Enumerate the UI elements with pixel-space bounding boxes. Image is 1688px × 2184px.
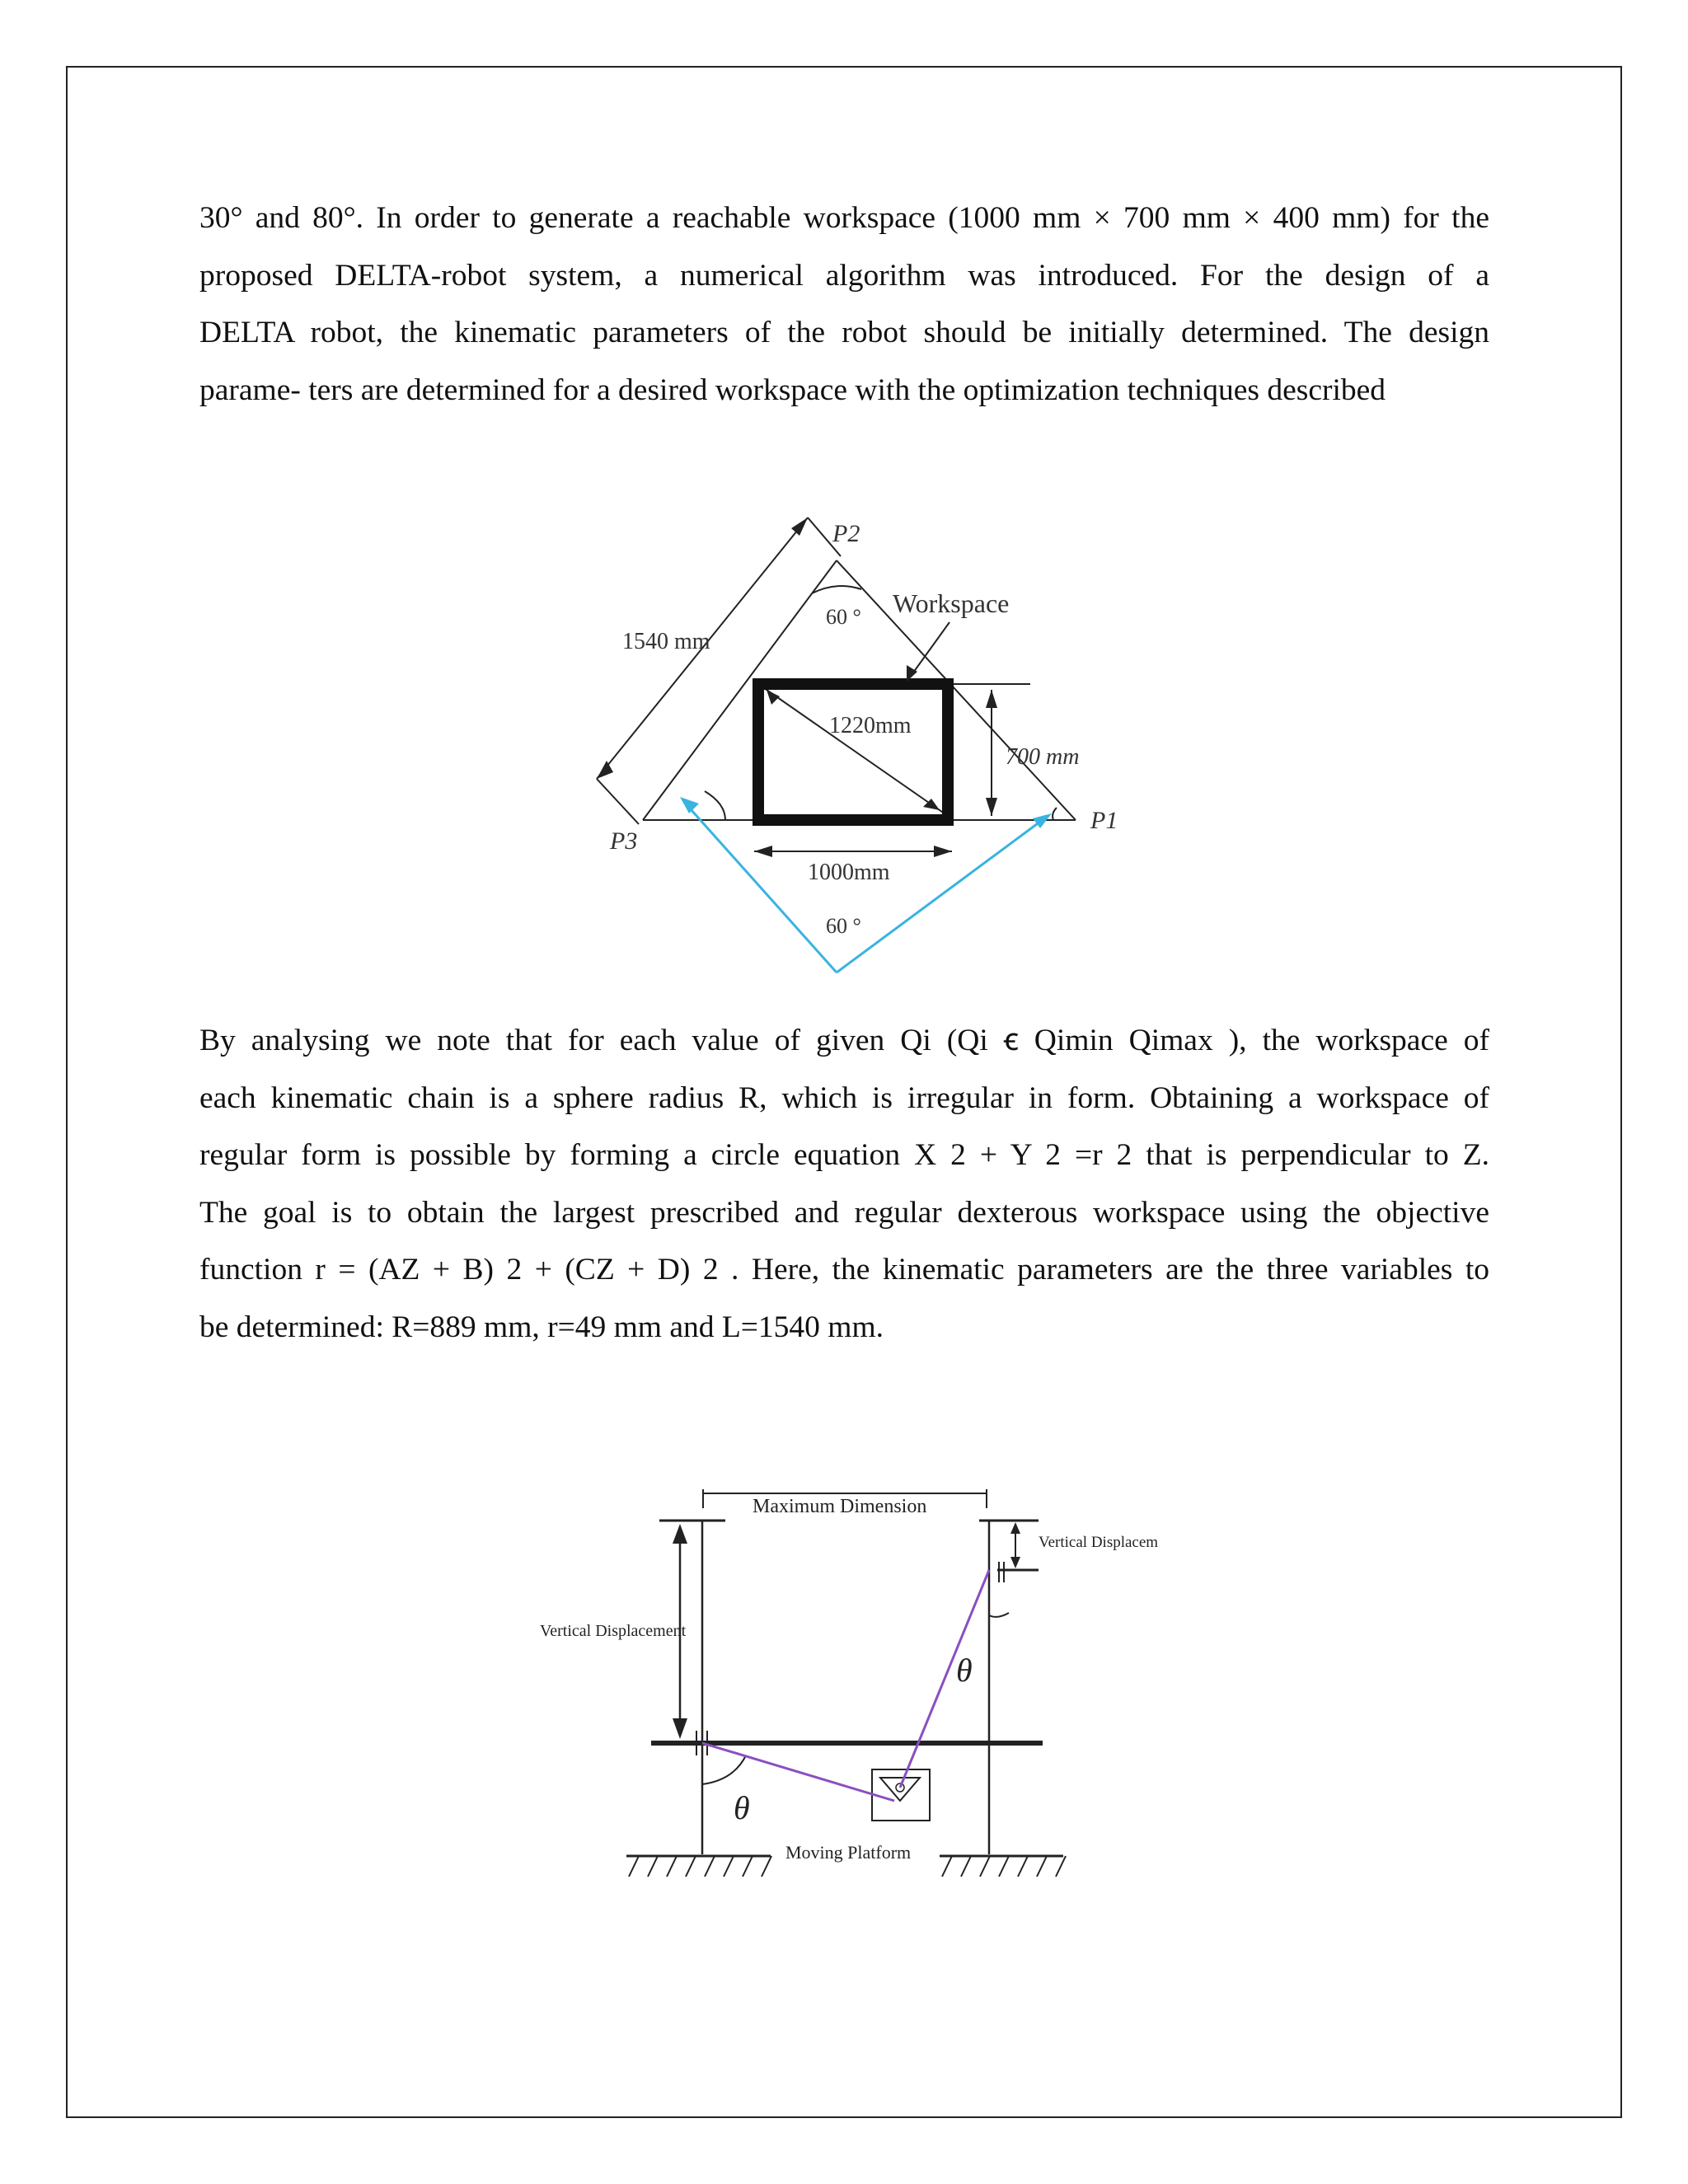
- arrowhead: [673, 1718, 687, 1739]
- label-max-dimension: Maximum Dimension: [753, 1496, 927, 1517]
- label-p2: P2: [832, 520, 860, 547]
- blue-link-left: [684, 802, 837, 972]
- angle-arc-left: [705, 791, 725, 820]
- arrowhead: [986, 690, 997, 708]
- label-p3: P3: [610, 827, 638, 855]
- arrowhead: [986, 798, 997, 816]
- text-line: function r = (AZ + B) 2 + (CZ + D) 2 . Here, the kinematic parameters are the three variables to: [199, 1253, 1489, 1286]
- text-line: DELTA robot, the kinematic parameters of the robot should be initially determined. The design: [199, 316, 1489, 349]
- arrowhead: [934, 846, 952, 857]
- label-theta-right: θ: [956, 1652, 973, 1689]
- text-line: parame- ters are determined for a desired workspace with the optimization techniques described: [199, 373, 1386, 407]
- vertical-displacement-figure: [528, 1471, 1170, 1883]
- blue-link-right: [837, 817, 1047, 972]
- theta-arc-right: [989, 1613, 1009, 1617]
- text-line: The goal is to obtain the largest prescribed and regular dexterous workspace using the objective: [199, 1195, 1489, 1230]
- text-line: By analysing we note that for each value of given Qi (Qi ꞓ Qimin Qimax ), the workspace of: [199, 1024, 1489, 1057]
- text-line: be determined: R=889 mm, r=49 mm and L=1540 mm.: [199, 1310, 884, 1344]
- workspace-triangle-figure: [577, 507, 1118, 977]
- label-vertical-right: Vertical Displacem: [1039, 1534, 1159, 1551]
- text-line: proposed DELTA-robot system, a numerical algorithm was introduced. For the design of a: [199, 258, 1489, 293]
- arrowhead: [597, 761, 613, 779]
- arrowhead: [1010, 1557, 1020, 1568]
- arrowhead: [754, 846, 772, 857]
- link-left: [702, 1743, 894, 1801]
- paragraph-analysis: [199, 1012, 1489, 1356]
- blue-arrowhead: [680, 797, 699, 813]
- triangle-left-side: [643, 560, 837, 820]
- theta-arc-left: [702, 1755, 746, 1784]
- workspace-diagonal: [758, 684, 948, 816]
- label-angle-top: 60 °: [826, 605, 861, 629]
- angle-arc-right: [1053, 808, 1057, 820]
- label-width: 1000mm: [808, 860, 890, 885]
- label-vertical-left: Vertical Displacement: [540, 1622, 687, 1640]
- label-diagonal: 1220mm: [829, 713, 912, 738]
- label-workspace: Workspace: [893, 588, 1010, 618]
- angle-arc-top: [812, 586, 861, 593]
- arrowhead: [1010, 1522, 1020, 1534]
- link-right: [900, 1570, 989, 1788]
- arrowhead: [767, 690, 780, 705]
- text-line: 30° and 80°. In order to generate a reachable workspace (1000 mm × 700 mm × 400 mm) for the: [199, 201, 1489, 235]
- paragraph-workspace-intro: [199, 190, 1489, 419]
- text-line: regular form is possible by forming a circle equation X 2 + Y 2 =r 2 that is perpendicular to Z.: [199, 1138, 1489, 1172]
- text-line: each kinematic chain is a sphere radius R, which is irregular in form. Obtaining a workspace of: [199, 1080, 1489, 1115]
- workspace-pointer: [909, 622, 950, 678]
- dimension-ext-line: [597, 779, 639, 824]
- label-p1: P1: [1090, 807, 1118, 834]
- arrowhead: [791, 518, 808, 536]
- label-moving-platform: Moving Platform: [785, 1842, 912, 1863]
- label-theta-left: θ: [734, 1789, 750, 1826]
- arrowhead: [673, 1524, 687, 1544]
- label-height: 700 mm: [1006, 744, 1080, 770]
- label-side-length: 1540 mm: [622, 629, 710, 654]
- label-angle-bottom: 60 °: [826, 914, 861, 938]
